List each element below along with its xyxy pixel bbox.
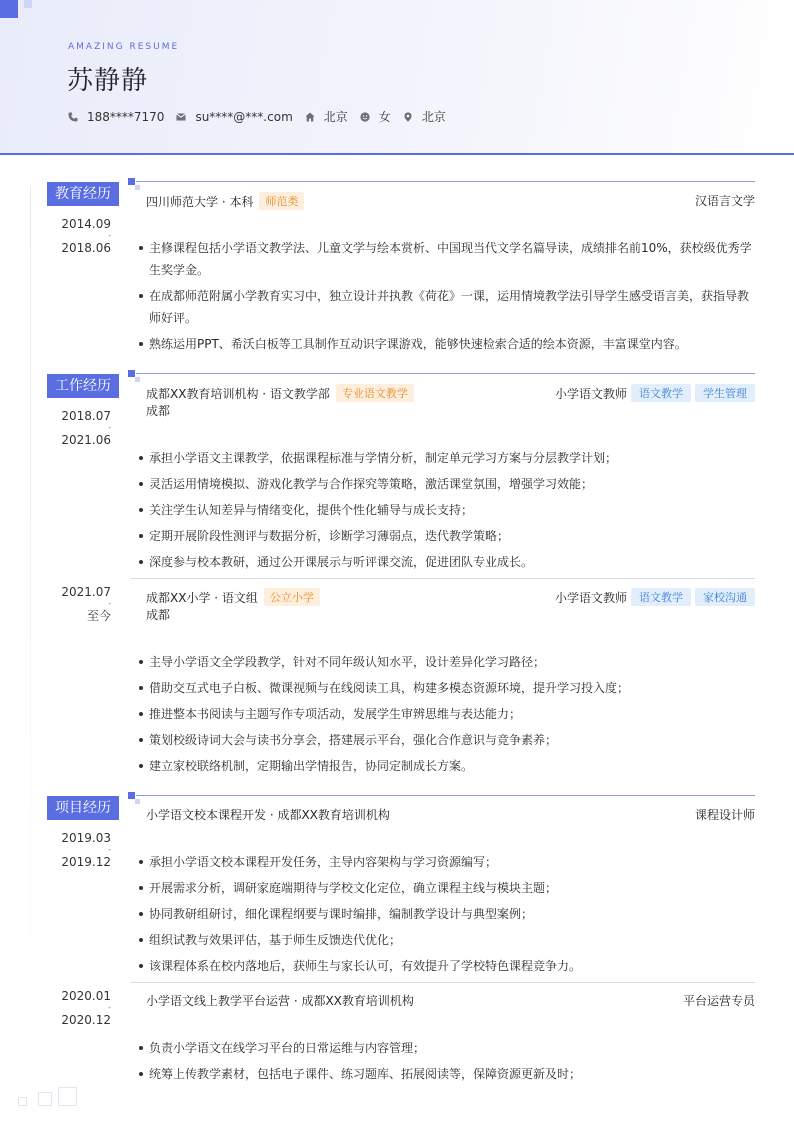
decor-square (58, 1087, 77, 1106)
resume-header (0, 0, 794, 155)
list-item: 关注学生认知差异与情绪变化，提供个性化辅导与成长支持； (139, 499, 757, 521)
list-item: 建立家校联络机制，定期输出学情报告，协同定制成长方案。 (139, 755, 757, 777)
contact-home (305, 108, 348, 125)
category-badge: 专业语文教学 (336, 384, 414, 402)
date-range (61, 410, 111, 446)
section-divider (136, 181, 755, 182)
entry-separator (131, 982, 755, 983)
section-divider (136, 795, 755, 796)
entry-title (146, 192, 304, 210)
project-name: 小学语文校本课程开发 · 成都XX教育培训机构 (146, 808, 390, 822)
section-marker-small (135, 185, 140, 190)
list-item: 定期开展阶段性测评与数据分析，诊断学习薄弱点，迭代教学策略； (139, 525, 757, 547)
date-range (61, 990, 111, 1026)
entry-title (146, 806, 390, 823)
role-name: 小学语文教师 (554, 590, 627, 605)
project-name: 小学语文线上教学平台运营 · 成都XX教育培训机构 (146, 994, 414, 1008)
contact-email (176, 110, 292, 124)
bullet-list (139, 447, 757, 577)
date-dash: - (108, 1003, 111, 1012)
date-start: 2018.07 (61, 409, 111, 423)
list-item: 负责小学语文在线学习平台的日常运维与内容管理； (139, 1037, 757, 1059)
date-end: 至今 (86, 609, 111, 623)
skill-tag: 家校沟通 (695, 588, 755, 606)
bullet-list (139, 237, 757, 359)
category-badge: 公立小学 (264, 588, 320, 606)
decor-square (38, 1092, 52, 1106)
date-start: 2021.07 (61, 585, 111, 599)
list-item: 深度参与校本教研，通过公开课展示与听评课交流，促进团队专业成长。 (139, 551, 757, 573)
section-title-projects: 项目经历 (47, 796, 119, 820)
category-badge: 师范类 (259, 192, 304, 210)
date-start: 2019.03 (61, 831, 111, 845)
entry-role (683, 992, 755, 1009)
role-name: 小学语文教师 (554, 386, 627, 401)
entry-major (695, 192, 755, 209)
brand-label: AMAZING RESUME (68, 42, 180, 52)
date-dash: - (108, 599, 111, 608)
date-range (61, 218, 111, 254)
entry-role (555, 588, 755, 606)
list-item: 协同教研组研讨，细化课程纲要与课时编排，编制教学设计与典型案例； (139, 903, 757, 925)
contact-gender (360, 108, 391, 125)
list-item: 熟练运用PPT、希沃白板等工具制作互动识字课游戏，能够快速检索合适的绘本资源，丰富课堂内容。 (139, 333, 757, 355)
skill-tag: 语文教学 (631, 588, 691, 606)
list-item: 在成都师范附属小学教育实习中，独立设计并执教《荷花》一课，运用情境教学法引导学生感受语言美，获指导教师好评。 (139, 285, 757, 329)
date-end: 2019.12 (61, 855, 111, 869)
section-marker-small (135, 377, 140, 382)
date-end: 2020.12 (61, 1013, 111, 1027)
list-item: 统筹上传教学素材，包括电子课件、练习题库、拓展阅读等，保障资源更新及时； (139, 1063, 757, 1085)
company-name: 成都XX小学 · 语文组 (146, 590, 258, 605)
skill-tag: 学生管理 (695, 384, 755, 402)
contact-location (403, 108, 446, 125)
decor-square (0, 0, 18, 18)
contact-phone (68, 110, 164, 124)
timeline-line (30, 185, 31, 1085)
entry-title (146, 384, 414, 402)
home-text: 北京 (323, 110, 348, 124)
major-name: 汉语言文学 (694, 194, 755, 208)
list-item: 承担小学语文校本课程开发任务，主导内容架构与学习资源编写； (139, 851, 757, 873)
phone-text: 188****7170 (87, 109, 165, 124)
section-marker (128, 792, 135, 799)
date-end: 2021.06 (61, 433, 111, 447)
entry-title (146, 992, 414, 1009)
date-range (61, 586, 111, 622)
date-dash: - (108, 845, 111, 854)
entry-role (695, 806, 755, 823)
role-name: 课程设计师 (694, 808, 755, 822)
list-item: 策划校级诗词大会与读书分享会，搭建展示平台，强化合作意识与竞争素养； (139, 729, 757, 751)
list-item: 借助交互式电子白板、微课视频与在线阅读工具，构建多模态资源环境，提升学习投入度； (139, 677, 757, 699)
candidate-name: 苏静静 (67, 66, 149, 96)
section-marker (128, 370, 135, 377)
entry-city: 成都 (146, 404, 171, 418)
date-end: 2018.06 (61, 241, 111, 255)
mail-icon (176, 112, 186, 122)
location-pin-icon (403, 112, 413, 122)
entry-title (146, 588, 320, 606)
date-start: 2014.09 (61, 217, 111, 231)
list-item: 推进整本书阅读与主题写作专项活动，发展学生审辨思维与表达能力； (139, 703, 757, 725)
section-divider (136, 373, 755, 374)
decor-square-small (24, 0, 32, 8)
decor-square (18, 1097, 27, 1106)
list-item: 主修课程包括小学语文教学法、儿童文学与绘本赏析、中国现当代文学名篇导读，成绩排名前10%，获校级优秀学生奖学金。 (139, 237, 757, 281)
contact-bar (68, 108, 458, 125)
gender-text: 女 (378, 110, 391, 124)
entry-city: 成都 (146, 608, 171, 622)
bullet-list (139, 651, 757, 781)
date-dash: - (108, 231, 111, 240)
section-title-work: 工作经历 (47, 374, 119, 398)
bullet-list (139, 1037, 757, 1089)
skill-tag: 语文教学 (631, 384, 691, 402)
role-name: 平台运营专员 (682, 994, 755, 1008)
list-item: 承担小学语文主课教学，依据课程标准与学情分析，制定单元学习方案与分层教学计划； (139, 447, 757, 469)
date-dash: - (108, 423, 111, 432)
section-title-education: 教育经历 (47, 182, 119, 206)
list-item: 灵活运用情境模拟、游戏化教学与合作探究等策略，激活课堂氛围，增强学习效能； (139, 473, 757, 495)
date-start: 2020.01 (61, 989, 111, 1003)
entry-role (555, 384, 755, 402)
school-name: 四川师范大学 · 本科 (146, 194, 254, 209)
list-item: 开展需求分析，调研家庭端期待与学校文化定位，确立课程主线与模块主题； (139, 877, 757, 899)
company-name: 成都XX教育培训机构 · 语文教学部 (146, 386, 330, 401)
bullet-list (139, 851, 757, 981)
smile-icon (360, 112, 370, 122)
section-marker (128, 178, 135, 185)
list-item: 主导小学语文全学段教学，针对不同年级认知水平，设计差异化学习路径； (139, 651, 757, 673)
date-range (61, 832, 111, 868)
home-icon (305, 112, 315, 122)
section-marker-small (135, 799, 140, 804)
list-item: 组织试教与效果评估，基于师生反馈迭代优化； (139, 929, 757, 951)
phone-icon (68, 112, 78, 122)
list-item: 该课程体系在校内落地后，获师生与家长认可，有效提升了学校特色课程竞争力。 (139, 955, 757, 977)
email-text: su****@***.com (195, 109, 293, 124)
location-text: 北京 (421, 110, 446, 124)
entry-separator (131, 578, 755, 579)
